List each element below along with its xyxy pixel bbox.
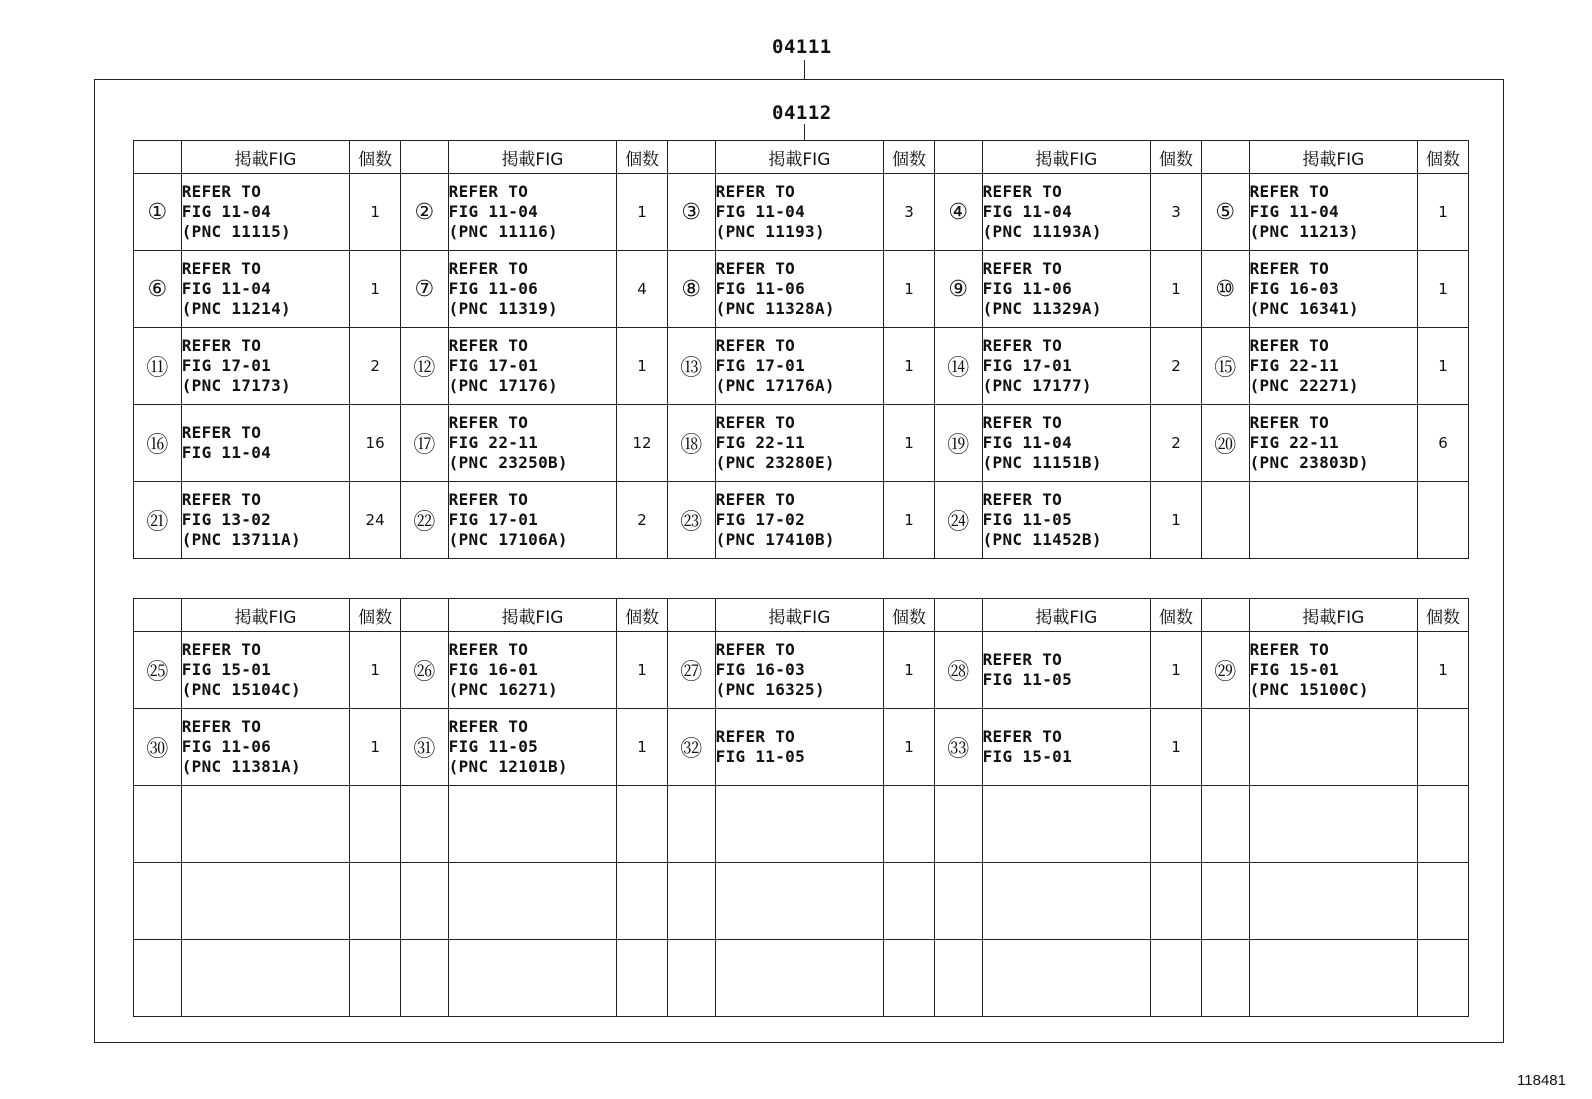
fig-reference-line: REFER TO: [1249, 413, 1330, 432]
fig-reference: [448, 863, 617, 940]
fig-reference-line: REFER TO: [982, 336, 1063, 355]
fig-reference: [1249, 328, 1418, 405]
quantity: 24: [350, 482, 401, 559]
fig-reference-line: REFER TO: [448, 413, 529, 432]
fig-reference-line: (PNC 17173): [181, 376, 291, 395]
fig-reference-line: (PNC 11452B): [982, 530, 1102, 549]
fig-reference-line: (PNC 16325): [715, 680, 825, 699]
fig-reference-line: FIG 13-02: [181, 510, 272, 529]
fig-reference-line: FIG 22-11: [1249, 356, 1339, 375]
fig-reference: [715, 251, 884, 328]
fig-reference-line: REFER TO: [448, 640, 529, 659]
item-number: [1201, 863, 1249, 940]
fig-reference: [181, 786, 350, 863]
fig-reference: [982, 863, 1151, 940]
fig-reference-line: REFER TO: [715, 259, 796, 278]
item-number: ㉑: [134, 482, 182, 559]
quantity: 1: [1151, 482, 1202, 559]
quantity: 2: [1151, 405, 1202, 482]
item-number: [1201, 709, 1249, 786]
leader-line-outer: [804, 60, 805, 79]
fig-reference: [715, 174, 884, 251]
item-number: ④: [934, 174, 982, 251]
fig-reference-line: FIG 15-01: [1249, 660, 1339, 679]
fig-reference: [982, 786, 1151, 863]
fig-reference-line: FIG 17-01: [181, 356, 272, 375]
fig-reference-line: REFER TO: [448, 490, 529, 509]
fig-reference: [181, 405, 350, 482]
fig-reference-line: (PNC 17176): [448, 376, 558, 395]
quantity: 2: [350, 328, 401, 405]
fig-reference-line: REFER TO: [181, 336, 262, 355]
header-number-cell: [134, 599, 182, 632]
table-row: [134, 709, 1469, 786]
header-number-cell: [1201, 599, 1249, 632]
item-number: [934, 786, 982, 863]
fig-reference: [715, 632, 884, 709]
fig-reference: [1249, 251, 1418, 328]
fig-reference: [1249, 940, 1418, 1017]
fig-reference-line: REFER TO: [715, 182, 796, 201]
fig-reference: [1249, 632, 1418, 709]
quantity: [617, 863, 668, 940]
fig-reference-line: FIG 22-11: [448, 433, 539, 452]
item-number: [934, 863, 982, 940]
fig-reference-line: FIG 17-01: [715, 356, 806, 375]
fig-reference-line: FIG 11-04: [982, 202, 1073, 221]
header-number-cell: [934, 141, 982, 174]
item-number: ⑰: [400, 405, 448, 482]
quantity: [1151, 863, 1202, 940]
fig-reference-line: FIG 11-06: [181, 737, 272, 756]
quantity: 1: [1418, 632, 1469, 709]
header-qty: 個数: [1418, 141, 1469, 174]
table-row: [134, 632, 1469, 709]
fig-reference-line: FIG 11-04: [181, 202, 272, 221]
leader-line-inner: [804, 124, 805, 140]
fig-reference-line: FIG 17-01: [448, 510, 539, 529]
item-number: ⑬: [667, 328, 715, 405]
fig-reference: [982, 709, 1151, 786]
item-number: [134, 863, 182, 940]
fig-reference-line: FIG 11-05: [982, 510, 1073, 529]
table-row: [134, 328, 1469, 405]
quantity: 1: [350, 709, 401, 786]
fig-reference-line: FIG 11-04: [715, 202, 806, 221]
fig-reference-line: (PNC 11193A): [982, 222, 1102, 241]
quantity: 1: [350, 251, 401, 328]
fig-reference-line: FIG 11-06: [715, 279, 806, 298]
quantity: 1: [1151, 251, 1202, 328]
figure-id: 118481: [1517, 1072, 1566, 1089]
header-fig: 掲載FIG: [448, 599, 617, 632]
item-number: ㉕: [134, 632, 182, 709]
fig-reference: [982, 632, 1151, 709]
item-number: ㉝: [934, 709, 982, 786]
quantity: 2: [1151, 328, 1202, 405]
quantity: 1: [617, 709, 668, 786]
fig-reference: [448, 786, 617, 863]
fig-reference-line: (PNC 11319): [448, 299, 558, 318]
quantity: 1: [1151, 632, 1202, 709]
fig-reference: [448, 632, 617, 709]
quantity: 1: [884, 405, 935, 482]
fig-reference-line: FIG 22-11: [715, 433, 806, 452]
fig-reference-line: (PNC 23803D): [1249, 453, 1369, 472]
header-number-cell: [667, 599, 715, 632]
quantity: [1418, 786, 1469, 863]
fig-reference-line: REFER TO: [181, 423, 262, 442]
fig-reference-line: FIG 17-01: [448, 356, 539, 375]
fig-reference: [715, 328, 884, 405]
table-row: [134, 405, 1469, 482]
item-number: ㉚: [134, 709, 182, 786]
item-number: ⑱: [667, 405, 715, 482]
quantity: [350, 786, 401, 863]
item-number: ㉜: [667, 709, 715, 786]
table-row: [134, 174, 1469, 251]
header-number-cell: [400, 599, 448, 632]
item-number: ⑲: [934, 405, 982, 482]
item-number: ⑭: [934, 328, 982, 405]
fig-reference: [181, 709, 350, 786]
quantity: 16: [350, 405, 401, 482]
header-number-cell: [667, 141, 715, 174]
item-number: ㉙: [1201, 632, 1249, 709]
quantity: [1418, 940, 1469, 1017]
header-fig: 掲載FIG: [1249, 599, 1418, 632]
fig-reference: [715, 786, 884, 863]
header-fig: 掲載FIG: [181, 141, 350, 174]
fig-reference-line: (PNC 16271): [448, 680, 558, 699]
item-number: [934, 940, 982, 1017]
quantity: [1151, 940, 1202, 1017]
header-qty: 個数: [884, 141, 935, 174]
fig-reference: [181, 482, 350, 559]
quantity: 1: [617, 328, 668, 405]
fig-reference-line: FIG 15-01: [982, 747, 1073, 766]
item-number: ⑦: [400, 251, 448, 328]
fig-reference-line: (PNC 23250B): [448, 453, 568, 472]
assembly-label-inner: 04112: [772, 102, 832, 124]
fig-reference-line: (PNC 11381A): [181, 757, 301, 776]
fig-reference-line: FIG 11-05: [448, 737, 539, 756]
fig-reference-line: (PNC 15104C): [181, 680, 301, 699]
fig-reference: [715, 863, 884, 940]
fig-reference-line: REFER TO: [1249, 336, 1330, 355]
fig-reference-line: REFER TO: [181, 640, 262, 659]
table-row: [134, 940, 1469, 1017]
item-number: [400, 940, 448, 1017]
fig-reference-line: (PNC 11328A): [715, 299, 835, 318]
fig-reference-line: (PNC 13711A): [181, 530, 301, 549]
fig-reference: [715, 482, 884, 559]
fig-reference-line: FIG 16-03: [1249, 279, 1339, 298]
fig-reference-line: (PNC 11329A): [982, 299, 1102, 318]
fig-reference-line: (PNC 11115): [181, 222, 291, 241]
fig-reference: [982, 405, 1151, 482]
fig-reference-line: FIG 11-05: [982, 670, 1073, 689]
header-fig: 掲載FIG: [181, 599, 350, 632]
quantity: [1418, 482, 1469, 559]
quantity: [350, 863, 401, 940]
quantity: 1: [884, 482, 935, 559]
header-fig: 掲載FIG: [1249, 141, 1418, 174]
assembly-label-outer: 04111: [772, 36, 832, 58]
fig-reference-line: REFER TO: [1249, 182, 1330, 201]
table-row: [134, 863, 1469, 940]
fig-reference-line: FIG 11-04: [181, 443, 272, 462]
quantity: 1: [350, 174, 401, 251]
item-number: ㉓: [667, 482, 715, 559]
fig-reference: [448, 940, 617, 1017]
item-number: [1201, 940, 1249, 1017]
fig-reference: [982, 174, 1151, 251]
item-number: ㉘: [934, 632, 982, 709]
item-number: [667, 940, 715, 1017]
header-fig: 掲載FIG: [715, 599, 884, 632]
quantity: [884, 863, 935, 940]
fig-reference: [715, 940, 884, 1017]
header-number-cell: [400, 141, 448, 174]
quantity: [884, 940, 935, 1017]
quantity: 1: [884, 632, 935, 709]
fig-reference-line: (PNC 11116): [448, 222, 558, 241]
table-row: [134, 251, 1469, 328]
fig-reference: [1249, 405, 1418, 482]
fig-reference-line: REFER TO: [715, 727, 796, 746]
fig-reference-line: REFER TO: [448, 717, 529, 736]
fig-reference: [181, 251, 350, 328]
fig-reference-line: FIG 17-02: [715, 510, 806, 529]
quantity: 3: [1151, 174, 1202, 251]
item-number: ⑨: [934, 251, 982, 328]
quantity: 1: [1151, 709, 1202, 786]
fig-reference-line: (PNC 11214): [181, 299, 291, 318]
fig-reference-line: (PNC 17177): [982, 376, 1092, 395]
quantity: [1418, 709, 1469, 786]
header-number-cell: [934, 599, 982, 632]
item-number: [400, 786, 448, 863]
fig-reference: [448, 709, 617, 786]
header-qty: 個数: [1151, 599, 1202, 632]
fig-reference: [1249, 786, 1418, 863]
item-number: [667, 863, 715, 940]
fig-reference-line: FIG 11-04: [1249, 202, 1339, 221]
fig-reference-line: FIG 11-04: [982, 433, 1073, 452]
fig-reference-line: REFER TO: [982, 259, 1063, 278]
header-qty: 個数: [884, 599, 935, 632]
fig-reference: [1249, 709, 1418, 786]
item-number: ⑯: [134, 405, 182, 482]
fig-reference-line: FIG 11-06: [448, 279, 539, 298]
header-qty: 個数: [350, 141, 401, 174]
fig-reference: [448, 405, 617, 482]
fig-reference-line: REFER TO: [715, 413, 796, 432]
fig-reference: [982, 940, 1151, 1017]
fig-reference: [181, 940, 350, 1017]
fig-reference: [982, 328, 1151, 405]
fig-reference-line: REFER TO: [181, 259, 262, 278]
fig-reference: [448, 251, 617, 328]
item-number: [667, 786, 715, 863]
item-number: [1201, 482, 1249, 559]
fig-reference-line: REFER TO: [982, 727, 1063, 746]
item-number: ⑧: [667, 251, 715, 328]
header-number-cell: [134, 141, 182, 174]
item-number: ㉔: [934, 482, 982, 559]
fig-reference: [1249, 482, 1418, 559]
item-number: ⑪: [134, 328, 182, 405]
quantity: 4: [617, 251, 668, 328]
fig-reference-line: REFER TO: [982, 490, 1063, 509]
quantity: 1: [350, 632, 401, 709]
fig-reference-line: (PNC 22271): [1249, 376, 1359, 395]
header-qty: 個数: [350, 599, 401, 632]
quantity: [617, 940, 668, 1017]
item-number: ㉖: [400, 632, 448, 709]
header-fig: 掲載FIG: [715, 141, 884, 174]
fig-reference-line: REFER TO: [715, 490, 796, 509]
fig-reference-line: REFER TO: [1249, 259, 1330, 278]
header-fig: 掲載FIG: [982, 599, 1151, 632]
fig-reference-line: REFER TO: [982, 413, 1063, 432]
fig-reference-line: FIG 17-01: [982, 356, 1073, 375]
fig-reference-line: FIG 11-06: [982, 279, 1073, 298]
quantity: 1: [617, 632, 668, 709]
header-qty: 個数: [1151, 141, 1202, 174]
fig-reference-line: FIG 11-05: [715, 747, 806, 766]
fig-reference: [982, 482, 1151, 559]
fig-reference-line: REFER TO: [448, 182, 529, 201]
item-number: ⑩: [1201, 251, 1249, 328]
fig-reference-line: REFER TO: [181, 490, 262, 509]
quantity: 1: [1418, 328, 1469, 405]
fig-reference-line: REFER TO: [181, 717, 262, 736]
fig-reference-line: FIG 11-04: [448, 202, 539, 221]
header-qty: 個数: [1418, 599, 1469, 632]
quantity: 1: [884, 251, 935, 328]
fig-reference-line: (PNC 15100C): [1249, 680, 1369, 699]
quantity: [1151, 786, 1202, 863]
item-number: ㉗: [667, 632, 715, 709]
fig-reference: [715, 709, 884, 786]
fig-reference-line: REFER TO: [715, 640, 796, 659]
fig-reference-line: REFER TO: [448, 336, 529, 355]
item-number: ①: [134, 174, 182, 251]
fig-reference-line: (PNC 17176A): [715, 376, 835, 395]
fig-reference-line: FIG 11-04: [181, 279, 272, 298]
fig-reference-line: (PNC 11213): [1249, 222, 1359, 241]
fig-reference-line: FIG 15-01: [181, 660, 272, 679]
fig-reference: [448, 328, 617, 405]
fig-reference: [181, 174, 350, 251]
fig-reference-line: FIG 16-03: [715, 660, 806, 679]
fig-reference: [181, 328, 350, 405]
fig-reference-line: REFER TO: [181, 182, 262, 201]
item-number: ③: [667, 174, 715, 251]
quantity: 1: [1418, 174, 1469, 251]
fig-reference: [982, 251, 1151, 328]
fig-reference-line: REFER TO: [1249, 640, 1330, 659]
item-number: ㉛: [400, 709, 448, 786]
fig-reference-line: (PNC 12101B): [448, 757, 568, 776]
quantity: [350, 940, 401, 1017]
header-qty: 個数: [617, 141, 668, 174]
fig-reference: [181, 863, 350, 940]
quantity: 1: [617, 174, 668, 251]
quantity: 1: [884, 709, 935, 786]
quantity: [617, 786, 668, 863]
quantity: 6: [1418, 405, 1469, 482]
fig-reference-line: (PNC 16341): [1249, 299, 1359, 318]
quantity: [1418, 863, 1469, 940]
item-number: [400, 863, 448, 940]
item-number: ⑫: [400, 328, 448, 405]
fig-reference-line: REFER TO: [982, 650, 1063, 669]
fig-reference-line: (PNC 17106A): [448, 530, 568, 549]
fig-reference-line: (PNC 11193): [715, 222, 825, 241]
item-number: [1201, 786, 1249, 863]
item-number: [134, 786, 182, 863]
header-qty: 個数: [617, 599, 668, 632]
parts-reference-table-2: [133, 598, 1469, 1017]
item-number: ②: [400, 174, 448, 251]
fig-reference: [1249, 863, 1418, 940]
quantity: 2: [617, 482, 668, 559]
fig-reference-line: FIG 16-01: [448, 660, 539, 679]
parts-reference-table-1: [133, 140, 1469, 559]
table-row: [134, 786, 1469, 863]
fig-reference: [181, 632, 350, 709]
header-fig: 掲載FIG: [982, 141, 1151, 174]
item-number: ㉒: [400, 482, 448, 559]
quantity: 3: [884, 174, 935, 251]
item-number: [134, 940, 182, 1017]
item-number: ⑮: [1201, 328, 1249, 405]
fig-reference: [1249, 174, 1418, 251]
item-number: ⑳: [1201, 405, 1249, 482]
fig-reference-line: (PNC 11151B): [982, 453, 1102, 472]
fig-reference-line: REFER TO: [982, 182, 1063, 201]
fig-reference-line: (PNC 23280E): [715, 453, 835, 472]
quantity: 1: [1418, 251, 1469, 328]
quantity: [884, 786, 935, 863]
item-number: ⑥: [134, 251, 182, 328]
item-number: ⑤: [1201, 174, 1249, 251]
fig-reference: [448, 482, 617, 559]
header-number-cell: [1201, 141, 1249, 174]
header-fig: 掲載FIG: [448, 141, 617, 174]
table-row: [134, 482, 1469, 559]
quantity: 1: [884, 328, 935, 405]
fig-reference-line: (PNC 17410B): [715, 530, 835, 549]
fig-reference: [715, 405, 884, 482]
fig-reference-line: REFER TO: [715, 336, 796, 355]
fig-reference: [448, 174, 617, 251]
quantity: 12: [617, 405, 668, 482]
fig-reference-line: FIG 22-11: [1249, 433, 1339, 452]
fig-reference-line: REFER TO: [448, 259, 529, 278]
